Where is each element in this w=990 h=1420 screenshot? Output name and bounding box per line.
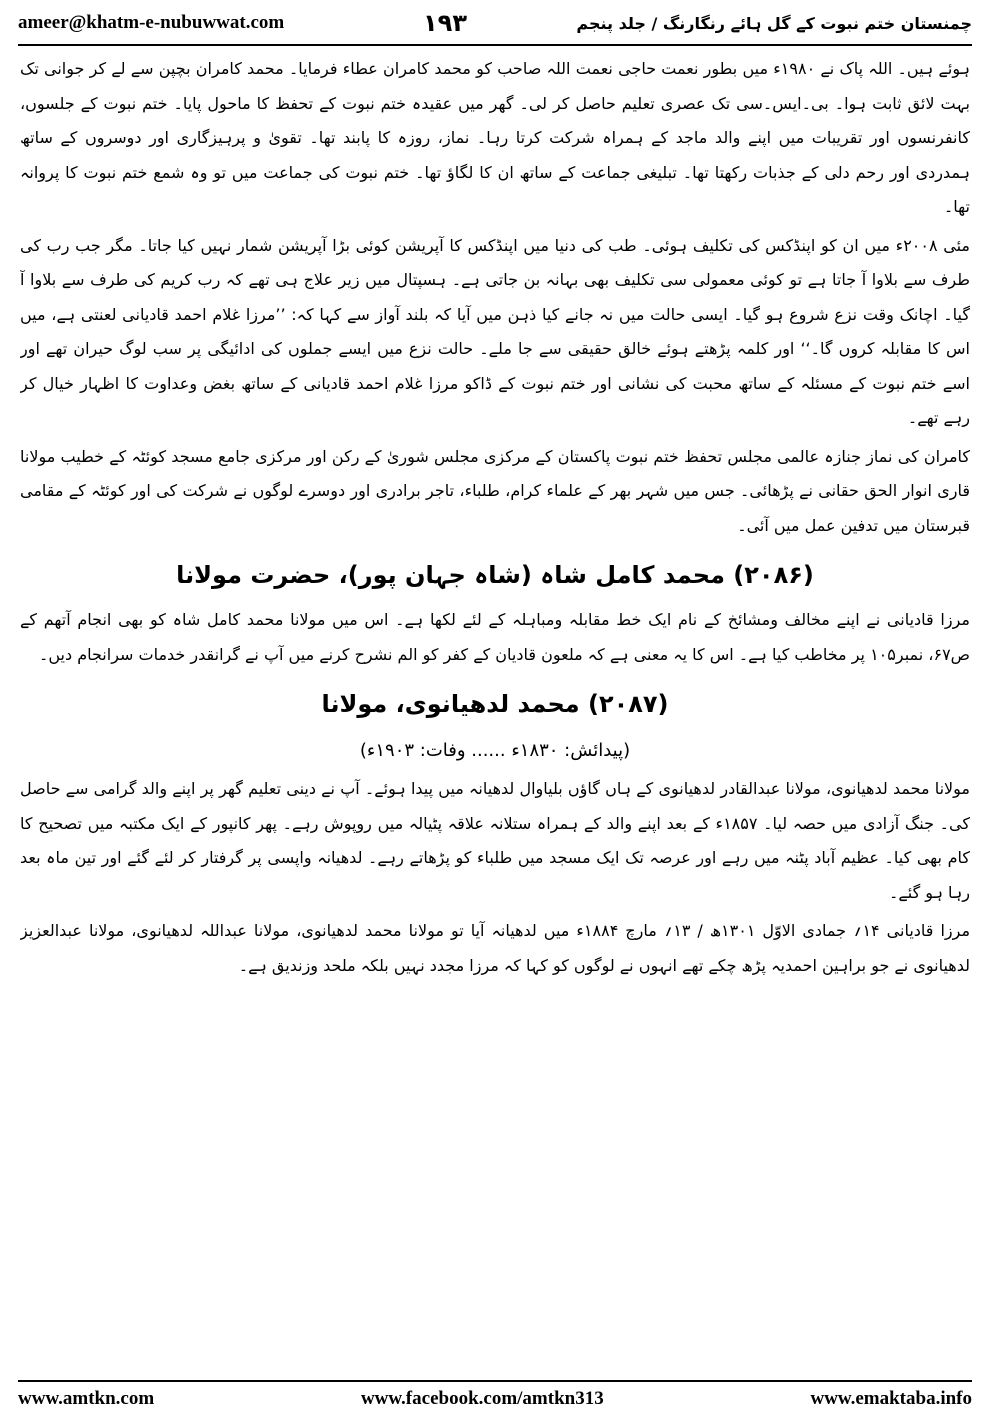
footer-divider <box>18 1380 972 1382</box>
paragraph-ludhianvi-mirza: مرزا قادیانی ۱۴؍ جمادی الاوّل ۱۳۰۱ھ / ۱۳؍ مارچ ۱۸۸۴ء میں لدھیانہ آیا تو مولانا محمد لدھیانوی، مولانا عبداللہ لدھیانوی، مولانا عبدالعزیز لدھیانوی نے جو براہین احمدیہ پڑھ چکے تھے انہوں نے لوگوں کو کہا کہ مرزا مجدد نہیں بلکہ ملحد وزندیق ہے۔ <box>20 921 970 975</box>
section-heading-2086: (۲۰۸۶) محمد کامل شاہ (شاہ جہان پور)، حضرت مولانا <box>176 561 814 589</box>
paragraph-ludhianvi-life: مولانا محمد لدھیانوی، مولانا عبدالقادر لدھیانوی کے ہاں گاؤں بلیاوال لدھیانہ میں پیدا ہوئے۔ آپ نے دینی تعلیم گھر پر اپنے والد گرامی سے حاصل کی۔ جنگ آزادی میں حصہ لیا۔ ۱۸۵۷ء کے بعد اپنے والد کے ہمراہ ستلانہ علاقہ پٹیالہ میں روپوش رہے۔ پھر کانپور کے ایک مکتبہ میں تصحیح کا کام بھی کیا۔ عظیم آباد پٹنہ میں رہے اور عرصہ تک ایک مسجد میں طلباء کو پڑھاتے رہے۔ لدھیانہ واپسی پر گرفتار کر لئے گئے اور تین ماہ بعد رہا ہو گئے۔ <box>20 779 970 902</box>
header-email[interactable]: ameer@khatm-e-nubuwwat.com <box>18 12 285 33</box>
page-body <box>20 52 970 1360</box>
book-title: چمنستان ختم نبوت کے گل ہائے رنگارنگ / جلد پنجم <box>576 13 972 33</box>
footer-link-amtkn[interactable]: www.amtkn.com <box>18 1388 155 1409</box>
paragraph-kamran-life: ہوئے ہیں۔ اللہ پاک نے ۱۹۸۰ء میں بطور نعمت حاجی نعمت اللہ صاحب کو محمد کامران عطاء فرمایا۔ محمد کامران بچپن سے لے کر جوانی تک بہت لائق ثابت ہوا۔ بی۔ایس۔سی تک عصری تعلیم حاصل کر لی۔ گھر میں عقیدہ ختم نبوت کے تحفظ کا ماحول پایا۔ ختم نبوت کے جلسوں، کانفرنسوں اور تقریبات میں اپنے والد ماجد کے ہمراہ شرکت کرتا رہا۔ نماز، روزہ کا پابند تھا۔ تقویٰ و پرہیزگاری اور دوسروں کے ساتھ ہمدردی اور رحم دلی کے جذبات رکھتا تھا۔ تبلیغی جماعت کے ساتھ ان کا لگاؤ تھا۔ ختم نبوت کی جماعت میں تو وہ شمع ختم نبوت کا پروانہ تھا۔ <box>20 59 970 216</box>
paragraph-kamran-funeral: کامران کی نماز جنازہ عالمی مجلس تحفظ ختم نبوت پاکستان کے مرکزی مجلس شوریٰ کے رکن اور مرکزی جامع مسجد کوئٹہ کے خطیب مولانا قاری انوار الحق حقانی نے پڑھائی۔ جس میں شہر بھر کے علماء کرام، طلباء، تاجر برادری اور دوسرے لوگوں نے شرکت کی اور کوئٹہ کے مقامی قبرستان میں تدفین عمل میں آئی۔ <box>20 446 970 535</box>
paragraph-kamran-death: مئی ۲۰۰۸ء میں ان کو اپنڈکس کی تکلیف ہوئی۔ طب کی دنیا میں اپنڈکس کا آپریشن کوئی بڑا آپریشن شمار نہیں کیا جاتا۔ مگر جب رب کی طرف سے بلاوا آ جاتا ہے تو کوئی معمولی سی تکلیف بھی بہانہ بن جاتی ہے۔ ہسپتال میں زیر علاج ہی تھے کہ رب کریم کی طرف سے بلاوا آ گیا۔ اچانک وقت نزع شروع ہو گیا۔ ایسی حالت میں نہ جانے کیا ذہن میں آیا کہ بلند آواز سے کہا کہ: ’’مرزا غلام احمد قادیانی لعنتی ہے، میں اس کا مقابلہ کروں گا۔‘‘ اور کلمہ پڑھتے ہوئے خالق حقیقی سے جا ملے۔ حالت نزع میں ایسے جملوں کی ادائیگی پر سب لوگ حیران تھے اور اسے ختم نبوت کے مسئلہ کے ساتھ محبت کی نشانی اور ختم نبوت کے ڈاکو مرزا غلام احمد قادیانی کے ساتھ بغض وعداوت کا اظہار خیال کر رہے تھے۔ <box>20 235 970 427</box>
footer-link-emaktaba[interactable]: www.emaktaba.info <box>810 1388 972 1409</box>
page-header <box>18 6 972 40</box>
paragraph-kamil-shah: مرزا قادیانی نے اپنے مخالف ومشائخ کے نام ایک خط مقابلہ ومباہلہ کے لئے لکھا ہے۔ اس میں مولانا محمد کامل شاہ کو بھی انجام آتھم کے ص۶۷، نمبر۱۰۵ پر مخاطب کیا ہے۔ اس کا یہ معنی ہے کہ ملعون قادیان کے کفر کو الم نشرح کرنے میں آپ نے گرانقدر خدمات سرانجام دیں۔ <box>20 610 970 664</box>
birth-death-dates: (پیدائش: ۱۸۳۰ء ...... وفات: ۱۹۰۳ء) <box>359 740 631 761</box>
footer-link-facebook[interactable]: www.facebook.com/amtkn313 <box>360 1388 604 1409</box>
page-footer <box>18 1384 972 1414</box>
section-heading-2087: (۲۰۸۷) محمد لدھیانوی، مولانا <box>321 690 669 718</box>
header-divider <box>18 44 972 46</box>
page-number: ۱۹۳ <box>423 9 467 37</box>
